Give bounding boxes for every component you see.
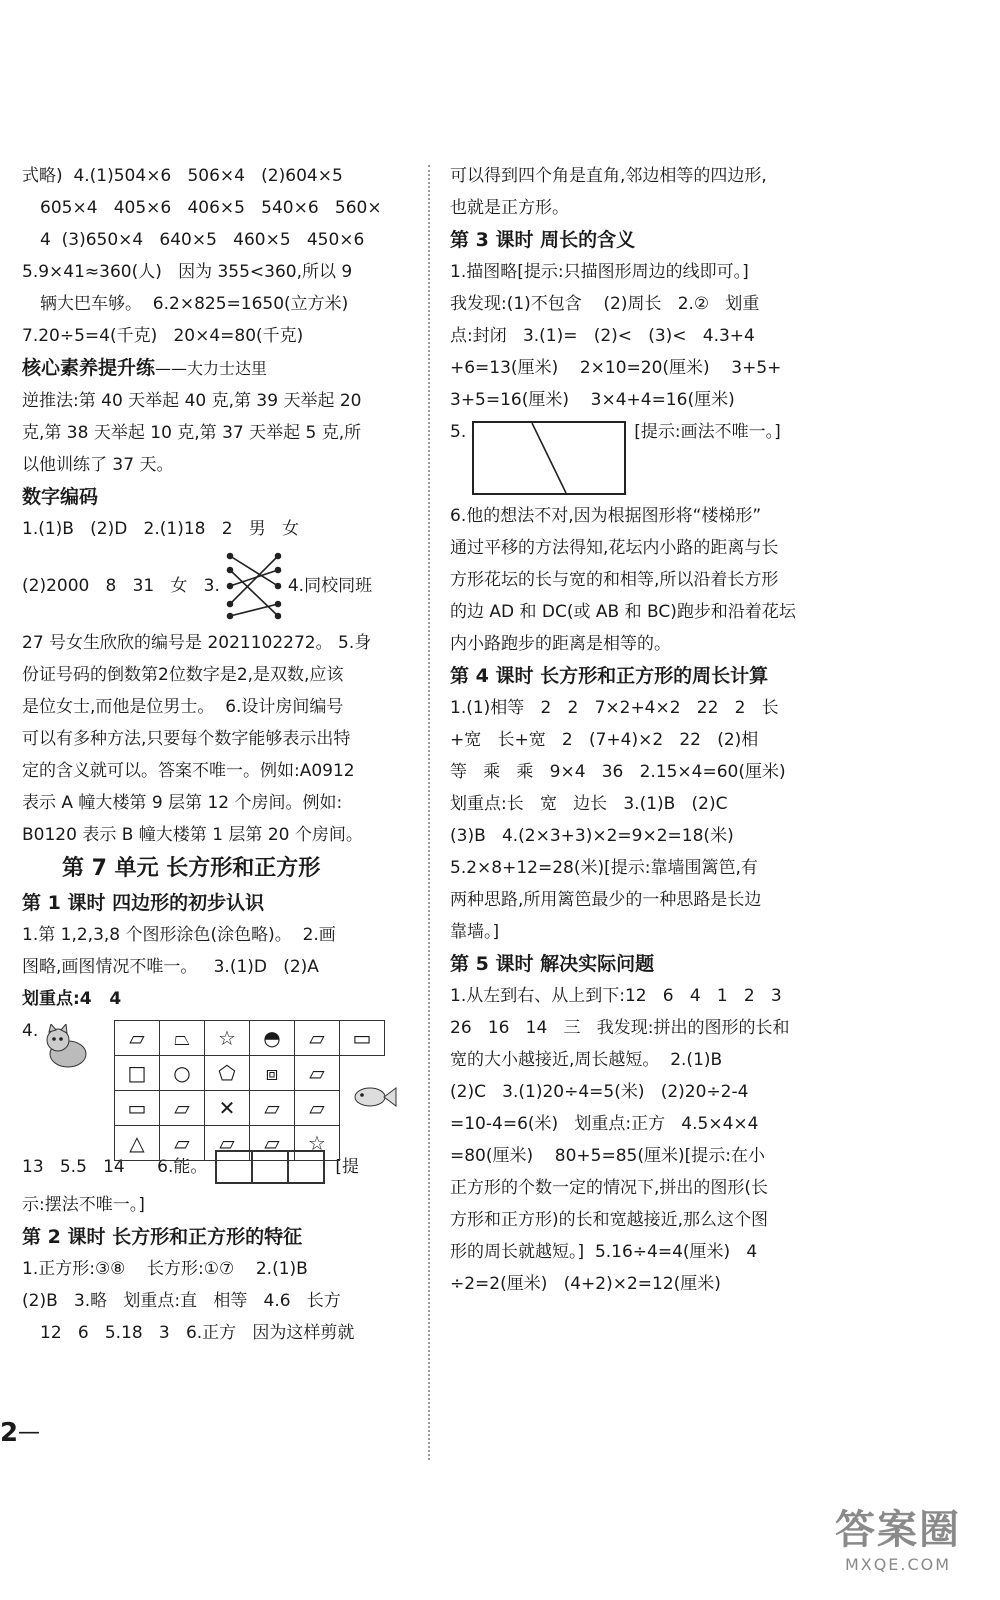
text-line: 1.从左到右、从上到下:12 6 4 1 2 3	[450, 986, 782, 1006]
grid-cell: ▱	[250, 1126, 295, 1161]
grid-cell	[340, 1126, 385, 1161]
text-line: =80(厘米) 80+5=85(厘米)[提示:在小	[450, 1146, 765, 1166]
text-line: 4.同校同班	[287, 576, 373, 596]
text-line: 图略,画图情况不唯一。 3.(1)D (2)A	[22, 957, 319, 977]
text-line: (2)B 3.略 划重点:直 相等 4.6 长方	[22, 1291, 341, 1311]
lesson-heading: 第 2 课时 长方形和正方形的特征	[22, 1226, 303, 1248]
text-line: 逆推法:第 40 天举起 40 克,第 39 天举起 20	[22, 391, 362, 411]
watermark-url: MXQE.COM	[844, 1555, 952, 1574]
page-number-dash: —	[18, 1420, 40, 1445]
text-line: 的边 AD 和 DC(或 AB 和 BC)跑步和沿着花坛	[450, 602, 796, 622]
grid-cell: ▱	[160, 1091, 205, 1126]
unit-title: 第 7 单元 长方形和正方形	[62, 856, 321, 881]
text-line: 份证号码的倒数第2位数字是2,是双数,应该	[22, 665, 344, 685]
text-line: 13 5.5 14 6.能。	[22, 1157, 208, 1177]
text-line: (2)2000 8 31 女 3.	[22, 576, 220, 596]
text-line: 1.(1)相等 2 2 7×2+4×2 22 2 长	[450, 698, 779, 718]
grid-cell: □	[115, 1056, 160, 1091]
watermark	[808, 1498, 988, 1574]
text-line: (2)C 3.(1)20÷4=5(米) (2)20÷2-4	[450, 1082, 749, 1102]
text-line: 方形和正方形)的长和宽越接近,那么这个图	[450, 1210, 769, 1230]
text-line: 6.他的想法不对,因为根据图形将“楼梯形”	[450, 506, 762, 526]
text-line: 靠墙。]	[450, 922, 500, 942]
text-line: 12 6 5.18 3 6.正方 因为这样剪就	[40, 1323, 355, 1343]
text-line: 表示 A 幢大楼第 9 层第 12 个房间。例如:	[22, 793, 343, 813]
text-line: 克,第 38 天举起 10 克,第 37 天举起 5 克,所	[22, 423, 362, 443]
text-line: 定的含义就可以。答案不唯一。例如:A0912	[22, 761, 355, 781]
text-line: 也就是正方形。	[450, 198, 569, 218]
grid-cell: ▱	[295, 1021, 340, 1056]
grid-cell: ▭	[340, 1021, 385, 1056]
text-line: 4 (3)650×4 640×5 460×5 450×6	[40, 230, 365, 250]
heading-text: 核心素养提升练	[22, 357, 156, 379]
text-line: 划重点:长 宽 边长 3.(1)B (2)C	[450, 794, 728, 814]
grid-cell: ▱	[295, 1056, 340, 1091]
grid-cell: ✕	[205, 1091, 250, 1126]
text-line: 是位女士,而他是位男士。 6.设计房间编号	[22, 697, 344, 717]
grid-cell: ▱	[160, 1126, 205, 1161]
grid-cell: △	[115, 1126, 160, 1161]
maze-grid-figure	[22, 1020, 402, 1155]
question-number: 5.	[450, 422, 467, 442]
text-line: 可以有多种方法,只要每个数字能够表示出特	[22, 729, 351, 749]
grid-cell: ⬠	[205, 1056, 250, 1091]
text-line: 我发现:(1)不包含 (2)周长 2.② 划重	[450, 294, 760, 314]
text-line: 27 号女生欣欣的编号是 2021102272。 5.身	[22, 633, 372, 653]
text-line: 以他训练了 37 天。	[22, 455, 174, 475]
section-heading: 数字编码	[22, 486, 99, 508]
matching-lines-figure	[224, 550, 284, 622]
lesson-heading: 第 5 课时 解决实际问题	[450, 953, 655, 975]
grid-cell: ☆	[205, 1021, 250, 1056]
grid-cell: ▱	[295, 1091, 340, 1126]
grid-cell: ▱	[115, 1021, 160, 1056]
text-line: 3+5=16(厘米) 3×4+4=16(厘米)	[450, 390, 735, 410]
text-line: 等 乘 乘 9×4 36 2.15×4=60(厘米)	[450, 762, 786, 782]
diagonal-line	[474, 423, 624, 493]
text-line: 宽的大小越接近,周长越短。 2.(1)B	[450, 1050, 723, 1070]
text-line: [提示:画法不唯一。]	[634, 422, 781, 442]
column-divider	[428, 165, 430, 1460]
grid-cell: ☆	[295, 1126, 340, 1161]
page-number: 2	[0, 1418, 19, 1448]
grid-cell: ◓	[250, 1021, 295, 1056]
cat-icon	[40, 1024, 92, 1070]
text-line: 内小路跑步的距离是相等的。	[450, 634, 671, 654]
text-line: 通过平移的方法得知,花坛内小路的距离与长	[450, 538, 779, 558]
text-line: 1.(1)B (2)D 2.(1)18 2 男 女	[22, 519, 299, 539]
text-line: 式略) 4.(1)504×6 506×4 (2)604×5	[22, 166, 343, 186]
text-line: 点:封闭 3.(1)= (2)< (3)< 4.3+4	[450, 326, 755, 346]
text-line: 1.第 1,2,3,8 个图形涂色(涂色略)。 2.画	[22, 925, 336, 945]
text-line: ÷2=2(厘米) (4+2)×2=12(厘米)	[450, 1274, 721, 1294]
text-line: 26 16 14 三 我发现:拼出的图形的长和	[450, 1018, 790, 1038]
watermark-logo: 答案圈	[835, 1507, 961, 1553]
text-line: 正方形的个数一定的情况下,拼出的图形(长	[450, 1178, 769, 1198]
text-line: 辆大巴车够。 6.2×825=1650(立方米)	[40, 294, 349, 314]
fish-icon	[352, 1084, 398, 1110]
section-heading	[22, 357, 414, 380]
question-number: 4.	[22, 1021, 39, 1041]
text-line: 7.20÷5=4(千克) 20×4=80(千克)	[22, 326, 304, 346]
text-line: 1.正方形:③⑧ 长方形:①⑦ 2.(1)B	[22, 1259, 308, 1279]
text-line: 605×4 405×6 406×5 540×6 560×	[40, 198, 382, 218]
text-line: 可以得到四个角是直角,邻边相等的四边形,	[450, 166, 767, 186]
rectangle-figure	[472, 421, 626, 495]
text-line: B0120 表示 B 幢大楼第 1 层第 20 个房间。	[22, 825, 363, 845]
text-line: +6=13(厘米) 2×10=20(厘米) 3+5+	[450, 358, 782, 378]
text-line: (3)B 4.(2×3+3)×2=9×2=18(米)	[450, 826, 734, 846]
grid-cell: ▱	[205, 1126, 250, 1161]
grid-cell: ⧈	[250, 1056, 295, 1091]
text-line: 5.9×41≈360(人) 因为 355<360,所以 9	[22, 262, 353, 282]
text-line: 5.2×8+12=28(米)[提示:靠墙围篱笆,有	[450, 858, 758, 878]
text-line: 形的周长就越短。] 5.16÷4=4(厘米) 4	[450, 1242, 758, 1262]
lesson-heading: 第 3 课时 周长的含义	[450, 229, 636, 251]
text-line: 划重点:4 4	[22, 989, 122, 1009]
text-line: +宽 长+宽 2 (7+4)×2 22 (2)相	[450, 730, 759, 750]
lesson-heading: 第 4 课时 长方形和正方形的周长计算	[450, 665, 769, 687]
grid-cell: ○	[160, 1056, 205, 1091]
text-line: 示:摆法不唯一。]	[22, 1195, 145, 1215]
text-line: [提	[335, 1157, 360, 1177]
lesson-heading: 第 1 课时 四边形的初步认识	[22, 892, 265, 914]
answer-row-matching	[22, 550, 414, 622]
left-column	[22, 165, 414, 1354]
text-line: =10-4=6(米) 划重点:正方 4.5×4×4	[450, 1114, 759, 1134]
shape-grid	[114, 1020, 385, 1161]
grid-cell: ▭	[115, 1091, 160, 1126]
text-line: 两种思路,所用篱笆最少的一种思路是长边	[450, 890, 762, 910]
heading-subtitle: ——大力士达里	[155, 359, 268, 378]
grid-cell: ▱	[250, 1091, 295, 1126]
text-line: 方形花坛的长与宽的和相等,所以沿着长方形	[450, 570, 779, 590]
grid-cell: ⏢	[160, 1021, 205, 1056]
answer-row-rectangle	[450, 421, 840, 495]
text-line: 1.描图略[提示:只描图形周边的线即可。]	[450, 262, 749, 282]
right-column	[450, 165, 840, 1305]
